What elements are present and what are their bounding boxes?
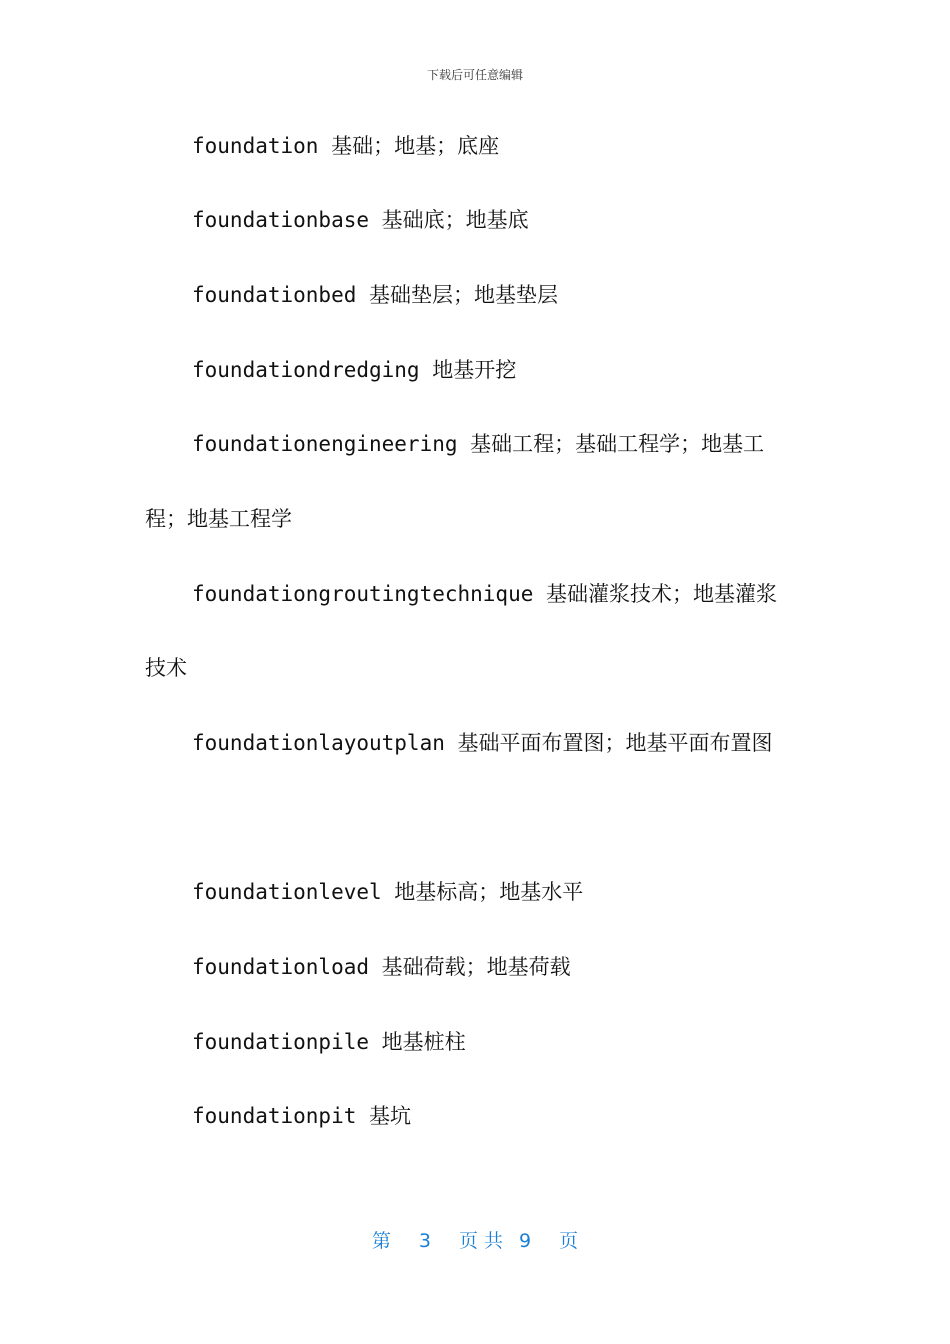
entry-foundationlevel: foundationlevel 地基标高；地基水平 (192, 880, 584, 904)
entry-foundationengineering: foundationengineering 基础工程；基础工程学；地基工 (192, 432, 765, 456)
entry-foundationdredging: foundationdredging 地基开挖 (192, 358, 517, 382)
entry-foundation: foundation 基础；地基；底座 (192, 134, 500, 158)
entry-foundationload: foundationload 基础荷载；地基荷载 (192, 955, 571, 979)
entry-foundationlayoutplan: foundationlayoutplan 基础平面布置图；地基平面布置图 (192, 731, 773, 755)
page-suffix: 页 (559, 1230, 579, 1252)
entry-foundationgroutingtechnique: foundationgroutingtechnique 基础灌浆技术；地基灌浆 (192, 582, 778, 606)
page-prefix: 第 (371, 1230, 391, 1252)
page-current: 3 (418, 1230, 431, 1252)
entry-foundationbase: foundationbase 基础底；地基底 (192, 208, 529, 232)
entry-foundationbed: foundationbed 基础垫层；地基垫层 (192, 283, 559, 307)
entry-foundationpit: foundationpit 基坑 (192, 1104, 412, 1128)
entry-foundationengineering-cont: 程；地基工程学 (145, 507, 292, 531)
page-mid: 页 共 (458, 1230, 504, 1252)
page-total: 9 (519, 1230, 532, 1252)
entry-foundationpile: foundationpile 地基桩柱 (192, 1030, 466, 1054)
entry-foundationgroutingtechnique-cont: 技术 (145, 656, 187, 680)
page-number (0, 1226, 950, 1253)
page-header: 下载后可任意编辑 (426, 68, 523, 82)
